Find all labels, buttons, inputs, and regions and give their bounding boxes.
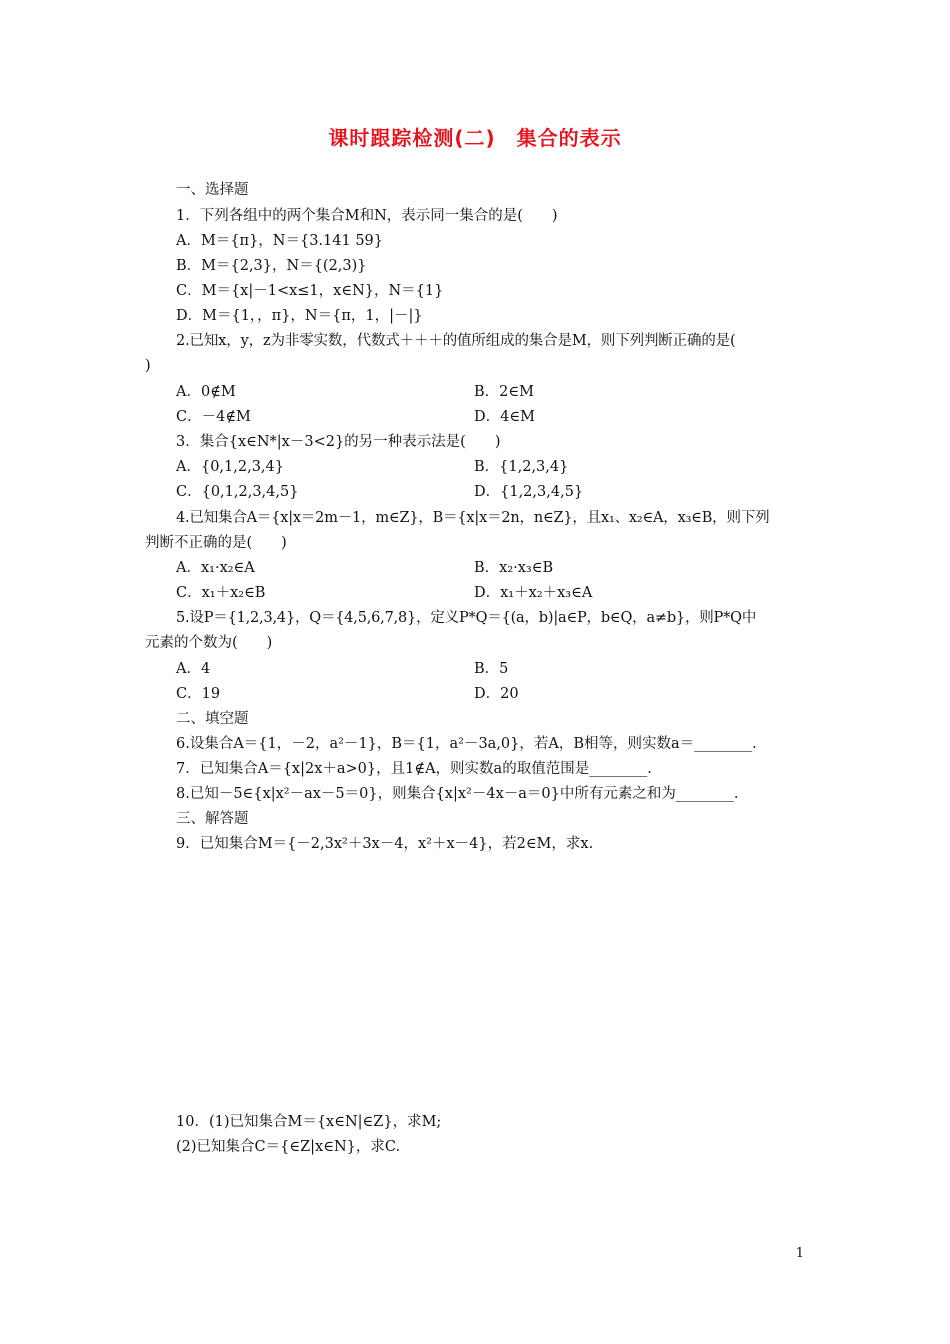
section-solution-heading: 三、解答题: [176, 811, 249, 827]
question-1-option-c: C．M＝{x|－1<x≤1，x∈N}，N＝{1}: [176, 283, 444, 299]
question-10-part-1: 10．(1)已知集合M＝{x∈N|∈Z}，求M;: [176, 1114, 442, 1130]
question-1-option-a: A．M＝{π}，N＝{3.141 59}: [176, 233, 384, 249]
question-1-option-b: B．M＝{2,3}，N＝{(2,3)}: [176, 258, 367, 274]
question-5-option-b: B．5: [474, 661, 509, 677]
question-5-option-a: A．4: [176, 661, 211, 677]
question-8: 8.已知－5∈{x|x²－ax－5＝0}，则集合{x|x²－4x－a＝0}中所有元素之和为________.: [176, 786, 739, 802]
question-1-stem: 1．下列各组中的两个集合M和N，表示同一集合的是( ): [176, 208, 558, 224]
question-3-option-a: A．{0,1,2,3,4}: [176, 459, 284, 475]
page-number: 1: [795, 1246, 804, 1261]
question-2-stem-cont: ): [145, 358, 151, 374]
question-4-option-b: B．x₂·x₃∈B: [474, 560, 554, 576]
question-7: 7．已知集合A＝{x|2x＋a>0}，且1∉A，则实数a的取值范围是________.: [176, 761, 652, 777]
question-2-option-a: A．0∉M: [176, 384, 236, 400]
question-5-option-c: C．19: [176, 686, 221, 702]
question-3-option-b: B．{1,2,3,4}: [474, 459, 569, 475]
question-2-option-d: D．4∈M: [474, 409, 535, 425]
question-5-stem: 5.设P＝{1,2,3,4}，Q＝{4,5,6,7,8}，定义P*Q＝{(a，b)|a∈P，b∈Q，a≠b}，则P*Q中: [176, 610, 757, 626]
question-4-option-a: A．x₁·x₂∈A: [176, 560, 255, 576]
section-multiple-choice-heading: 一、选择题: [176, 182, 249, 198]
question-3-stem: 3．集合{x∈N*|x－3<2}的另一种表示法是( ): [176, 434, 501, 450]
question-4-option-d: D．x₁＋x₂＋x₃∈A: [474, 585, 593, 601]
question-2-option-b: B．2∈M: [474, 384, 534, 400]
question-2-stem: 2.已知x，y，z为非零实数，代数式＋＋＋的值所组成的集合是M，则下列判断正确的是(: [176, 333, 736, 349]
question-5-stem-cont: 元素的个数为( ): [145, 635, 273, 651]
question-2-option-c: C．－4∉M: [176, 409, 251, 425]
question-5-option-d: D．20: [474, 686, 519, 702]
question-4-stem: 4.已知集合A＝{x|x＝2m－1，m∈Z}，B＝{x|x＝2n，n∈Z}，且x₁、x₂∈A，x₃∈B，则下列: [176, 510, 770, 526]
question-3-option-c: C．{0,1,2,3,4,5}: [176, 484, 299, 500]
question-3-option-d: D．{1,2,3,4,5}: [474, 484, 584, 500]
question-10-part-2: (2)已知集合C＝{∈Z|x∈N}，求C.: [176, 1139, 401, 1155]
section-fill-in-heading: 二、填空题: [176, 711, 249, 727]
question-4-option-c: C．x₁＋x₂∈B: [176, 585, 266, 601]
question-1-option-d: D．M＝{1，，π}，N＝{π，1，|－|}: [176, 308, 423, 324]
page-title: 课时跟踪检测(二) 集合的表示: [328, 126, 622, 150]
question-4-stem-cont: 判断不正确的是( ): [145, 535, 287, 551]
question-6: 6.设集合A＝{1，－2，a²－1}，B＝{1，a²－3a,0}，若A，B相等，则实数a＝________.: [176, 736, 757, 752]
question-9: 9．已知集合M＝{－2,3x²＋3x－4，x²＋x－4}，若2∈M，求x.: [176, 836, 594, 852]
